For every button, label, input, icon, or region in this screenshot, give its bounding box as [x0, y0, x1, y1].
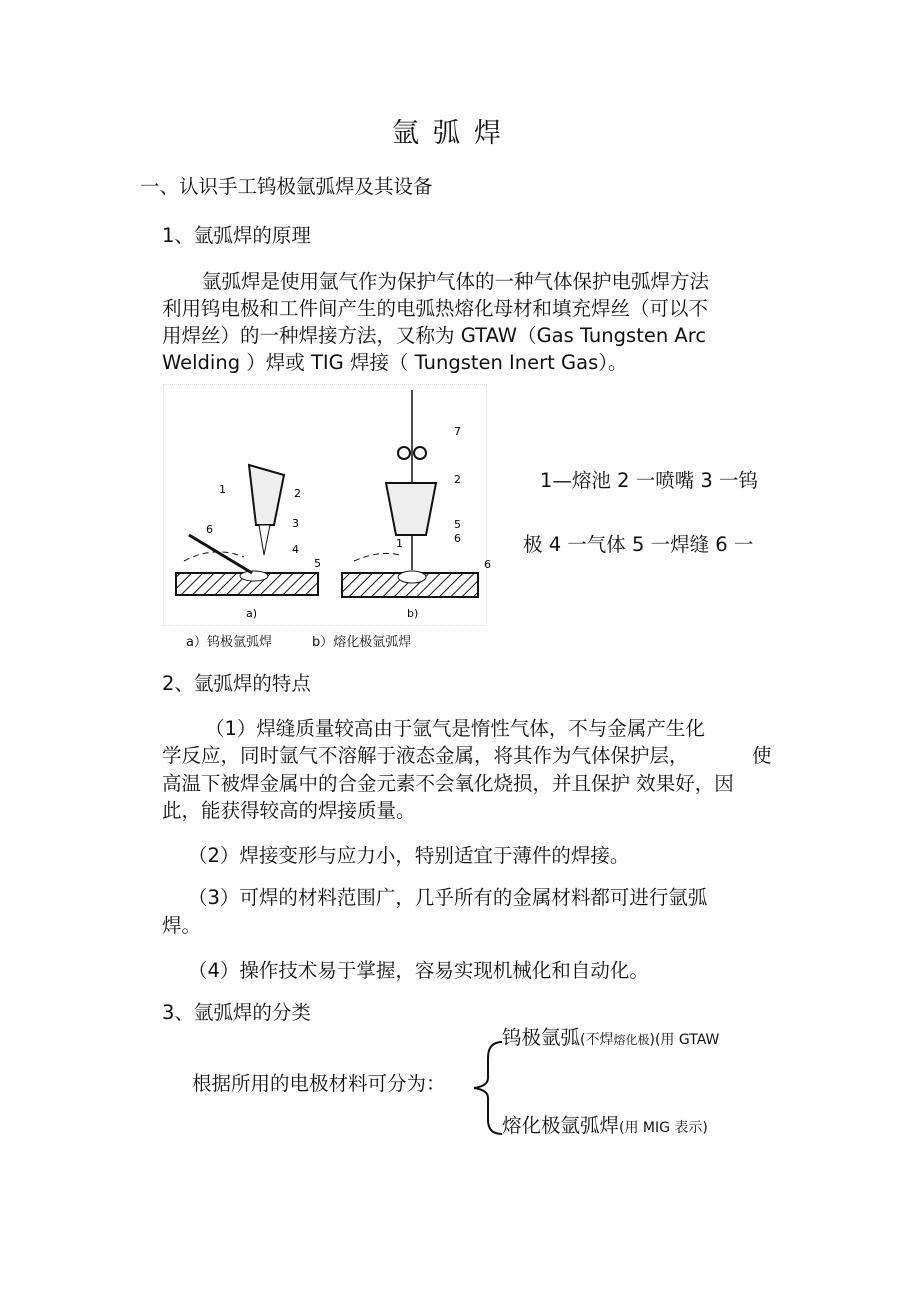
welding-diagram-drawing [164, 385, 491, 625]
feature-line: 学反应，同时氩气不溶解于液态金属，将其作为气体保护层， [162, 744, 689, 767]
caption-a: a）钨极氩弧焊 [186, 635, 272, 650]
caption-b: b）熔化极氩弧焊 [312, 635, 412, 650]
nozzle-b [386, 483, 436, 535]
svg-text:5: 5 [314, 557, 321, 570]
feature-line: （3）可焊的材料范围广，几乎所有的金属材料都可进行氩弧 [188, 886, 708, 909]
nozzle-a [249, 465, 284, 525]
legend-line: 1—熔池 2 一喷嘴 3 一钨 [540, 469, 759, 492]
feature-line: （1）焊缝质量较高由于氩气是惰性气体，不与金属产生化 [205, 717, 705, 740]
svg-text:2: 2 [294, 487, 301, 500]
filler-rod [189, 535, 252, 573]
brace-icon [466, 1038, 506, 1138]
feature-line: （4）操作技术易于掌握，容易实现机械化和自动化。 [188, 959, 649, 982]
subheading-principle: 1、氩弧焊的原理 [162, 224, 311, 247]
svg-text:1: 1 [396, 537, 403, 550]
svg-text:1: 1 [219, 483, 226, 496]
legend-line: 极 4 一气体 5 一焊缝 6 一 [523, 533, 754, 556]
svg-text:6: 6 [484, 558, 491, 571]
paragraph-line: 利用钨电极和工件间产生的电弧热熔化母材和填充焊丝（可以不 [162, 297, 709, 320]
subheading-features: 2、氩弧焊的特点 [162, 672, 311, 695]
svg-text:2: 2 [454, 473, 461, 486]
svg-text:7: 7 [454, 425, 461, 438]
feature-line: 焊。 [162, 914, 202, 937]
welding-diagram [163, 384, 491, 626]
svg-text:3: 3 [292, 517, 299, 530]
subheading-classification: 3、氩弧焊的分类 [162, 1001, 311, 1024]
section-heading: 一、认识手工钨极氩弧焊及其设备 [140, 175, 433, 198]
classification-mig: 熔化极氩弧焊(用 MIG 表示) [502, 1114, 708, 1137]
svg-text:4: 4 [292, 543, 299, 556]
label-a: a) [246, 607, 258, 620]
svg-text:6: 6 [454, 532, 461, 545]
classification-tungsten: 钨极氩弧(不焊熔化极)(用 GTAW [502, 1026, 720, 1049]
label-b: b) [407, 607, 419, 620]
svg-text:6: 6 [206, 523, 213, 536]
feature-line: 使 [752, 744, 772, 767]
classification-lead: 根据所用的电极材料可分为： [192, 1072, 446, 1095]
paragraph-line: 氩弧焊是使用氩气作为保护气体的一种气体保护电弧焊方法 [202, 270, 710, 293]
paragraph-line: 用焊丝）的一种焊接方法，又称为 GTAW（Gas Tungsten Arc [162, 324, 707, 347]
feature-line: （2）焊接变形与应力小，特别适宜于薄件的焊接。 [188, 844, 630, 867]
paragraph-line: Welding ）焊或 TIG 焊接（ Tungsten Inert Gas）。 [162, 351, 628, 374]
svg-text:5: 5 [454, 518, 461, 531]
feature-line: 高温下被焊金属中的合金元素不会氧化烧损，并且保护 效果好，因 [162, 772, 734, 795]
page-title: 氩弧焊 [392, 118, 515, 149]
feature-line: 此，能获得较高的焊接质量。 [162, 799, 416, 822]
